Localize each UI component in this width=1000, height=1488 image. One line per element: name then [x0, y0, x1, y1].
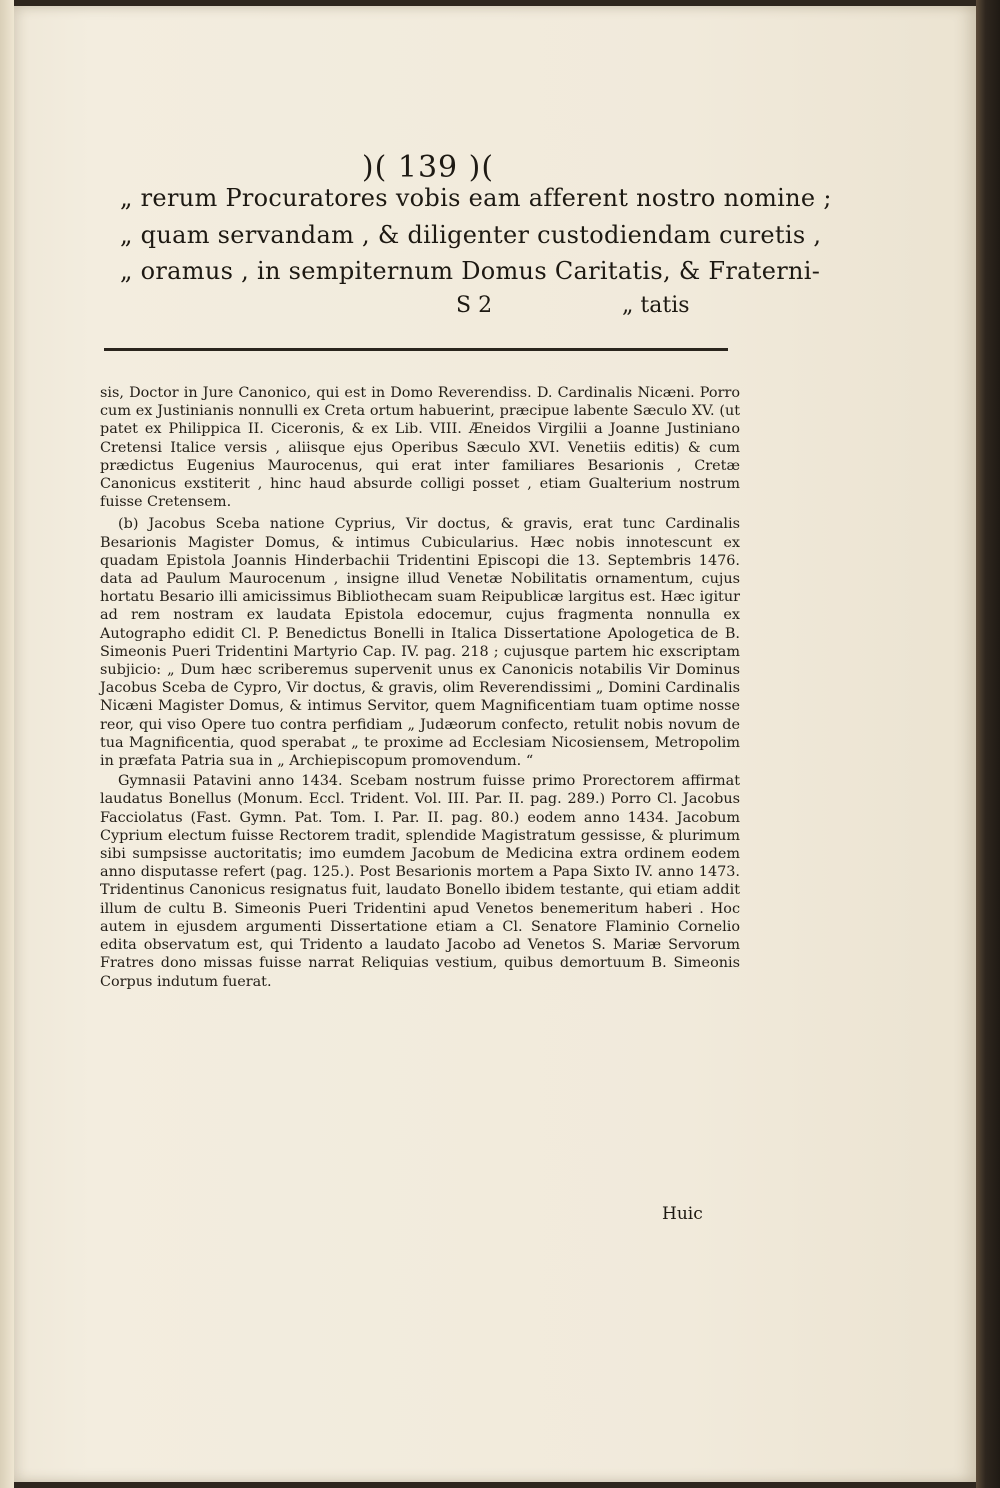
page-number-header: )( 139 )( [361, 150, 495, 185]
footnote-c: Gymnasii Patavini anno 1434. Scebam nostrum fuisse primo Prorectorem affirmat laudatus Bonellus (Monum. Eccl. Trident. Vol. III. Par. II. pag. 289.) Porro Cl. Jacobus Facciolatus (Fast. Gymn. Pat. Tom. I. Par. II. pag. 80.) eodem anno 1434. Jacobum Cyprium electum fuisse Rectorem tradit, splendide Magistratum gessisse, & plurimum sibi sumpsisse auctoritatis; imo eumdem Jacobum de Medicina extra ordinem eodem anno disputasse refert (pag. 125.). Post Besarionis mortem a Papa Sixto IV. anno 1473. Tridentinus Canonicus resignatus fuit, laudato Bonello ibidem testante, qui etiam addit illum de cultu B. Simeonis Pueri Tridentini apud Venetos benemeritum haberi . Hoc autem in ejusdem argumenti Dissertatione etiam a Cl. Senatore Flaminio Cornelio edita observatum est, qui Tridento a laudato Jacobo ad Venetos S. Mariæ Servorum Fratres dono missas fuisse narrat Reliquias vestium, quibus demortuum B. Simeonis Corpus indutum fuerat. [100, 773, 740, 990]
footnote-b: (b) Jacobus Sceba natione Cyprius, Vir doctus, & gravis, erat tunc Cardinalis Besarionis Magister Domus, & intimus Cubicularius. Hæc nobis innotescunt ex quadam Epistola Joannis Hinderbachii Tridentini Episcopi die 13. Septembris 1476. data ad Paulum Maurocenum , insigne illud Venetæ Nobilitatis ornamentum, cujus hortatu Besario illi amicissimus Bibliothecam suam Reipublicæ largitus est. Hæc igitur ad rem nostram ex laudata Epistola edocemur, cujus fragmenta nonnulla ex Autographo edidit Cl. P. Benedictus Bonelli in Italica Dissertatione Apologetica de B. Simeonis Pueri Tridentini Martyrio Cap. IV. pag. 218 ; cujusque partem hic exscriptam subjicio: „ Dum hæc scriberemus supervenit unus ex Canonicis notabilis Vir Dominus Jacobus Sceba de Cypro, Vir doctus, & gravis, olim Reverendissimi „ Domini Cardinalis Nicæni Magister Domus, & intimus Servitor, quem Magnificentiam tuam optime nosse reor, qui viso Opere tuo contra perfidiam „ Judæorum confecto, retulit nobis novum de tua Magnificentia, quod sperabat „ te proxime ad Ecclesiam Nicosiensem, Metropolim in præfata Patria sua in „ Archiepiscopum promovendum. “ [100, 516, 740, 770]
binding-edge [976, 0, 1000, 1488]
footnotes [100, 384, 740, 991]
verse-line-2: „ quam servandam , & diligenter custodiendam curetis , [120, 221, 822, 249]
signature-mark: S 2 [456, 293, 493, 318]
previous-page-edge [0, 0, 14, 1488]
verse-line-3: „ oramus , in sempiternum Domus Caritatis, & Fraterni- [120, 257, 821, 285]
catchword-bottom: Huic [662, 1204, 703, 1224]
footnote-rule [104, 348, 728, 351]
catchword-top: „ tatis [622, 293, 690, 318]
verse-line-1: „ rerum Procuratores vobis eam afferent nostro nomine ; [120, 184, 832, 212]
footnote-a: sis, Doctor in Jure Canonico, qui est in Domo Reverendiss. D. Cardinalis Nicæni. Porro cum ex Justinianis nonnulli ex Creta ortum habuerint, præcipue labente Sæculo XV. (ut patet ex Philippica II. Ciceronis, & ex Lib. VIII. Æneidos Virgilii a Joanne Justiniano Cretensi Italice versis , aliisque ejus Operibus Sæculo XVI. Venetiis editis) & cum prædictus Eugenius Maurocenus, qui erat inter familiares Besarionis , Cretæ Canonicus exstiterit , hinc haud absurde colligi posset , etiam Gualterium nostrum fuisse Cretensem. [100, 385, 740, 511]
